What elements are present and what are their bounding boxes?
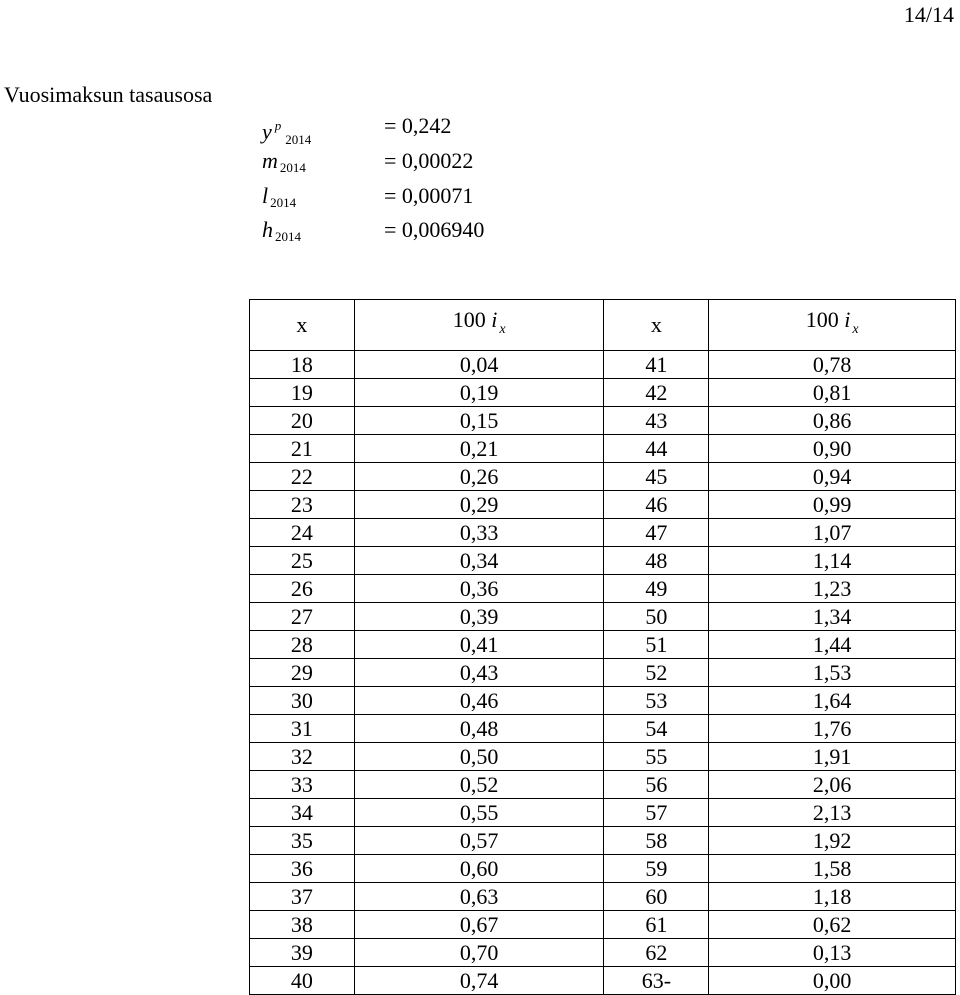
cell-age-left: 27 — [250, 603, 355, 631]
parameter-superscript: p — [274, 118, 282, 133]
cell-rate-left: 0,63 — [354, 883, 604, 911]
rate-table — [249, 299, 956, 995]
column-header-x: x — [250, 300, 355, 351]
cell-age-right: 60 — [604, 883, 709, 911]
cell-rate-right: 1,64 — [709, 687, 956, 715]
cell-age-right: 55 — [604, 743, 709, 771]
cell-age-right: 43 — [604, 407, 709, 435]
table-row — [250, 491, 956, 519]
cell-age-left: 28 — [250, 631, 355, 659]
parameter-subscript: 2014 — [285, 132, 312, 147]
cell-rate-right: 0,94 — [709, 463, 956, 491]
cell-rate-left: 0,48 — [354, 715, 604, 743]
parameter-h — [262, 215, 485, 245]
cell-age-left: 32 — [250, 743, 355, 771]
cell-rate-right: 0,81 — [709, 379, 956, 407]
table-row — [250, 855, 956, 883]
cell-rate-left: 0,15 — [354, 407, 604, 435]
cell-age-left: 35 — [250, 827, 355, 855]
column-header-x: x — [604, 300, 709, 351]
cell-rate-right: 0,62 — [709, 911, 956, 939]
cell-rate-right: 1,91 — [709, 743, 956, 771]
cell-age-right: 48 — [604, 547, 709, 575]
parameter-subscript: 2014 — [279, 160, 306, 175]
cell-age-left: 26 — [250, 575, 355, 603]
cell-age-right: 56 — [604, 771, 709, 799]
cell-rate-right: 1,76 — [709, 715, 956, 743]
table-row — [250, 379, 956, 407]
parameter-value: = 0,006940 — [384, 217, 485, 242]
cell-age-left: 36 — [250, 855, 355, 883]
cell-age-right: 62 — [604, 939, 709, 967]
cell-age-right: 53 — [604, 687, 709, 715]
cell-rate-right: 0,78 — [709, 351, 956, 379]
cell-age-left: 23 — [250, 491, 355, 519]
cell-rate-left: 0,67 — [354, 911, 604, 939]
cell-age-left: 18 — [250, 351, 355, 379]
parameter-m — [262, 146, 474, 176]
cell-age-right: 42 — [604, 379, 709, 407]
table-row — [250, 771, 956, 799]
cell-rate-right: 0,13 — [709, 939, 956, 967]
cell-age-right: 63- — [604, 967, 709, 995]
table-body — [250, 351, 956, 995]
cell-age-right: 54 — [604, 715, 709, 743]
cell-rate-right: 1,34 — [709, 603, 956, 631]
cell-rate-right: 1,07 — [709, 519, 956, 547]
cell-age-left: 37 — [250, 883, 355, 911]
cell-age-left: 39 — [250, 939, 355, 967]
cell-rate-left: 0,26 — [354, 463, 604, 491]
table-row — [250, 715, 956, 743]
table-row — [250, 519, 956, 547]
cell-age-left: 25 — [250, 547, 355, 575]
cell-rate-left: 0,34 — [354, 547, 604, 575]
cell-rate-right: 2,13 — [709, 799, 956, 827]
cell-age-right: 46 — [604, 491, 709, 519]
cell-rate-right: 1,44 — [709, 631, 956, 659]
cell-age-left: 19 — [250, 379, 355, 407]
cell-rate-left: 0,52 — [354, 771, 604, 799]
cell-rate-left: 0,21 — [354, 435, 604, 463]
cell-rate-right: 1,14 — [709, 547, 956, 575]
cell-rate-right: 1,53 — [709, 659, 956, 687]
cell-age-right: 47 — [604, 519, 709, 547]
column-header-ix — [354, 300, 604, 351]
cell-rate-right: 1,92 — [709, 827, 956, 855]
cell-rate-right: 0,00 — [709, 967, 956, 995]
parameter-symbol: y — [262, 119, 272, 144]
cell-age-left: 38 — [250, 911, 355, 939]
cell-rate-right: 2,06 — [709, 771, 956, 799]
cell-rate-left: 0,29 — [354, 491, 604, 519]
parameter-symbol: m — [262, 148, 278, 173]
cell-rate-left: 0,41 — [354, 631, 604, 659]
ix-symbol: i — [491, 307, 498, 332]
parameter-value: = 0,242 — [384, 113, 452, 138]
table-row — [250, 659, 956, 687]
table-row — [250, 799, 956, 827]
cell-rate-left: 0,60 — [354, 855, 604, 883]
cell-age-left: 20 — [250, 407, 355, 435]
cell-rate-right: 0,86 — [709, 407, 956, 435]
ix-subscript: x — [499, 322, 506, 337]
cell-rate-left: 0,46 — [354, 687, 604, 715]
cell-age-right: 45 — [604, 463, 709, 491]
parameter-symbol: h — [262, 217, 273, 242]
cell-age-right: 49 — [604, 575, 709, 603]
table-row — [250, 687, 956, 715]
table-row — [250, 743, 956, 771]
cell-rate-left: 0,57 — [354, 827, 604, 855]
cell-rate-left: 0,55 — [354, 799, 604, 827]
table-row — [250, 407, 956, 435]
cell-age-right: 57 — [604, 799, 709, 827]
cell-rate-left: 0,70 — [354, 939, 604, 967]
parameter-value: = 0,00071 — [384, 183, 474, 208]
cell-age-right: 58 — [604, 827, 709, 855]
cell-age-left: 34 — [250, 799, 355, 827]
cell-rate-right: 1,18 — [709, 883, 956, 911]
ix-symbol: i — [844, 307, 851, 332]
cell-age-left: 29 — [250, 659, 355, 687]
cell-age-right: 51 — [604, 631, 709, 659]
cell-age-right: 44 — [604, 435, 709, 463]
cell-age-left: 21 — [250, 435, 355, 463]
table-row — [250, 883, 956, 911]
cell-rate-right: 1,58 — [709, 855, 956, 883]
cell-age-right: 50 — [604, 603, 709, 631]
table-row — [250, 827, 956, 855]
section-title: Vuosimaksun tasausosa — [4, 82, 213, 107]
parameter-subscript: 2014 — [275, 229, 301, 244]
cell-age-left: 30 — [250, 687, 355, 715]
cell-age-right: 61 — [604, 911, 709, 939]
cell-age-left: 22 — [250, 463, 355, 491]
parameter-symbol: l — [262, 183, 269, 208]
table-row — [250, 435, 956, 463]
parameter-l — [262, 181, 474, 211]
cell-age-left: 40 — [250, 967, 355, 995]
parameter-value: = 0,00022 — [384, 148, 474, 173]
ix-subscript: x — [852, 322, 859, 337]
cell-age-right: 59 — [604, 855, 709, 883]
table-row — [250, 939, 956, 967]
table-row — [250, 351, 956, 379]
table-row — [250, 967, 956, 995]
cell-rate-left: 0,33 — [354, 519, 604, 547]
cell-rate-left: 0,04 — [354, 351, 604, 379]
cell-rate-right: 1,23 — [709, 575, 956, 603]
cell-rate-left: 0,19 — [354, 379, 604, 407]
cell-rate-left: 0,74 — [354, 967, 604, 995]
table-row — [250, 603, 956, 631]
table-row — [250, 463, 956, 491]
cell-rate-left: 0,43 — [354, 659, 604, 687]
cell-rate-right: 0,99 — [709, 491, 956, 519]
table-header-row — [250, 300, 956, 351]
page-number: 14/14 — [903, 2, 954, 27]
table-row — [250, 547, 956, 575]
table-row — [250, 631, 956, 659]
cell-rate-left: 0,39 — [354, 603, 604, 631]
cell-age-right: 52 — [604, 659, 709, 687]
parameter-subscript: 2014 — [270, 195, 297, 210]
cell-rate-right: 0,90 — [709, 435, 956, 463]
cell-age-left: 31 — [250, 715, 355, 743]
ix-prefix: 100 — [805, 307, 839, 332]
cell-age-left: 33 — [250, 771, 355, 799]
ix-prefix: 100 — [452, 307, 486, 332]
table-row — [250, 911, 956, 939]
cell-rate-left: 0,36 — [354, 575, 604, 603]
column-header-ix — [709, 300, 956, 351]
parameter-y-p — [262, 111, 452, 147]
table-row — [250, 575, 956, 603]
cell-age-left: 24 — [250, 519, 355, 547]
cell-age-right: 41 — [604, 351, 709, 379]
cell-rate-left: 0,50 — [354, 743, 604, 771]
